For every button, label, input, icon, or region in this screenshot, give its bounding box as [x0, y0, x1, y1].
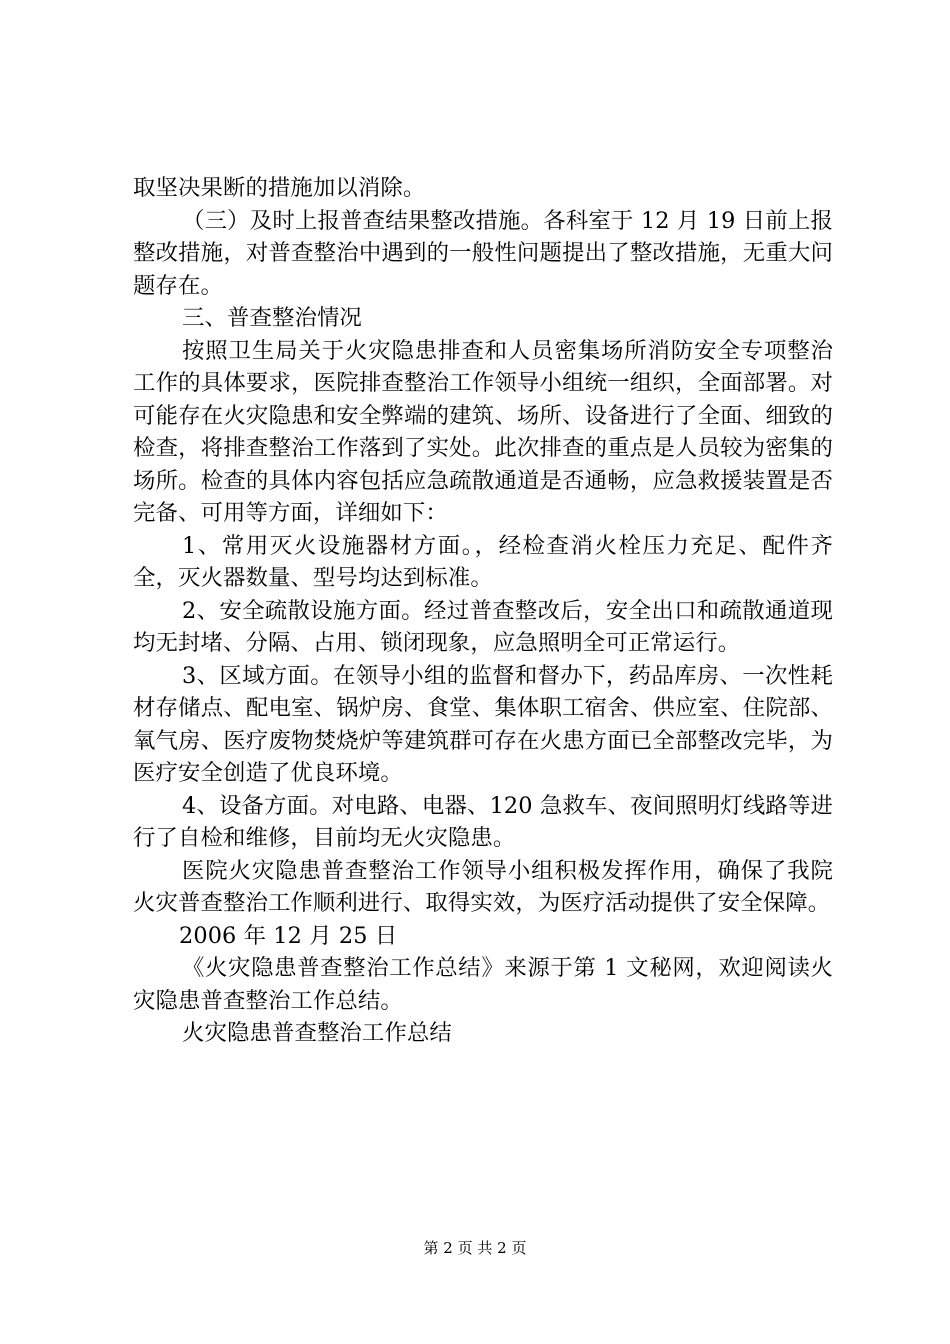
paragraph-conclusion: 医院火灾隐患普查整治工作领导小组积极发挥作用，确保了我院火灾普查整治工作顺利进行、取得实效，为医疗活动提供了安全保障。 — [133, 857, 833, 916]
paragraph-source-note: 《火灾隐患普查整治工作总结》来源于第 1 文秘网，欢迎阅读火灾隐患普查整治工作总结。 — [133, 955, 833, 1014]
paragraph-continuation: 取坚决果断的措施加以消除。 — [133, 175, 426, 201]
paragraph-item-three: （三）及时上报普查结果整改措施。各科室于 12 月 19 日前上报整改措施，对普查整治中遇到的一般性问题提出了整改措施，无重大问题存在。 — [133, 207, 833, 299]
paragraph-item-4: 4、设备方面。对电路、电器、120 急救车、夜间照明灯线路等进行了自检和维修，目前均无火灾隐患。 — [133, 792, 833, 851]
page-footer: 第 2 页 共 2 页 — [423, 1239, 527, 1257]
section-heading: 三、普查整治情况 — [182, 305, 362, 331]
document-date: 2006 年 12 月 25 日 — [179, 922, 398, 949]
document-title-repeat: 火灾隐患普查整治工作总结 — [182, 1020, 452, 1046]
paragraph-item-1: 1、常用灭火设施器材方面。，经检查消火栓压力充足、配件齐全，灭火器数量、型号均达到标准。 — [133, 532, 833, 591]
paragraph-item-3: 3、区域方面。在领导小组的监督和督办下，药品库房、一次性耗材存储点、配电室、锅炉房、食堂、集体职工宿舍、供应室、住院部、氧气房、医疗废物焚烧炉等建筑群可存在火患方面已全部整改完毕，为医疗安全创造了优良环境。 — [133, 662, 833, 786]
paragraph-intro: 按照卫生局关于火灾隐患排查和人员密集场所消防安全专项整治工作的具体要求，医院排查整治工作领导小组统一组织，全面部署。对可能存在火灾隐患和安全弊端的建筑、场所、设备进行了全面、细致的检查，将排查整治工作落到了实处。此次排查的重点是人员较为密集的场所。检查的具体内容包括应急疏散通道是否通畅，应急救援装置是否完备、可用等方面，详细如下： — [133, 337, 833, 526]
paragraph-item-2: 2、安全疏散设施方面。经过普查整改后，安全出口和疏散通道现均无封堵、分隔、占用、锁闭现象，应急照明全可正常运行。 — [133, 597, 833, 656]
document-body — [133, 172, 833, 1050]
